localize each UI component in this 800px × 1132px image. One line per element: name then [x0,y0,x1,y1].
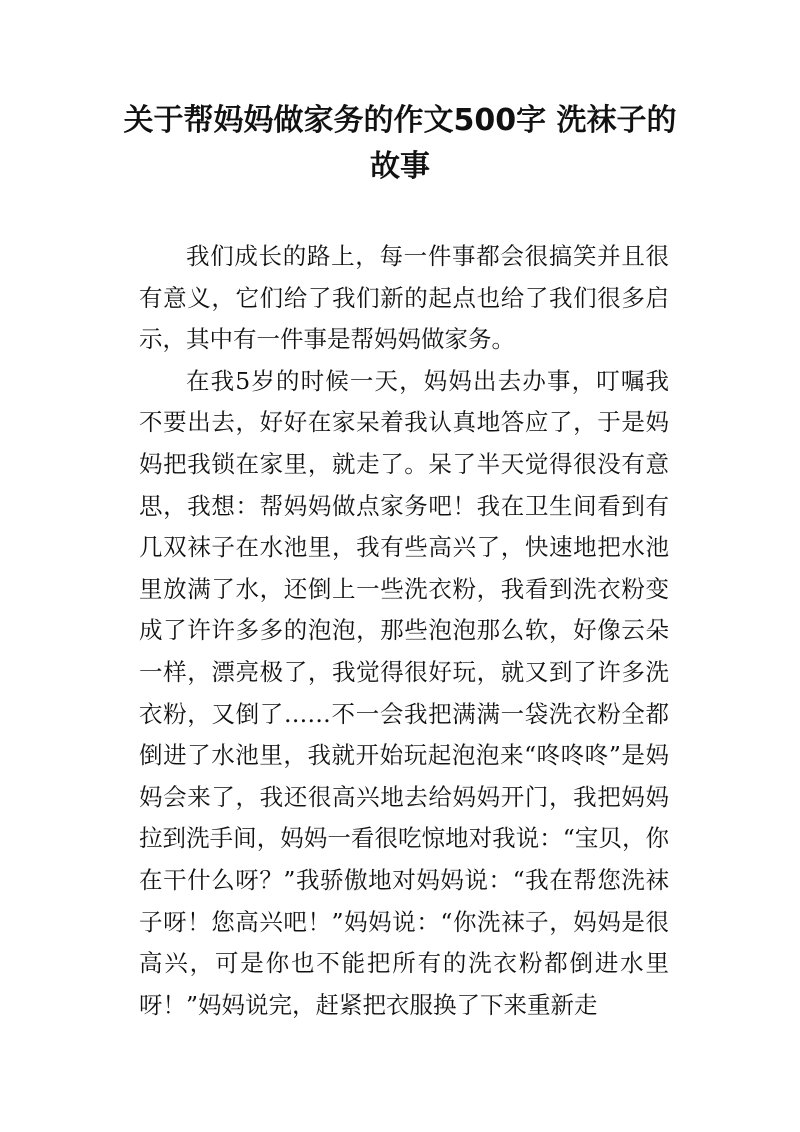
paragraph-2: 在我5岁的时候一天，妈妈出去办事，叮嘱我不要出去，好好在家呆着我认真地答应了，于是妈妈把我锁在家里，就走了。呆了半天觉得很没有意思，我想：帮妈妈做点家务吧！我在卫生间看到有几双袜子在水池里，我有些高兴了，快速地把水池里放满了水，还倒上一些洗衣粉，我看到洗衣粉变成了许许多多的泡泡，那些泡泡那么软，好像云朵一样，漂亮极了，我觉得很好玩，就又到了许多洗衣粉，又倒了……不一会我把满满一袋洗衣粉全都倒进了水池里，我就开始玩起泡泡来“咚咚咚”是妈妈会来了，我还很高兴地去给妈妈开门，我把妈妈拉到洗手间，妈妈一看很吃惊地对我说：“宝贝，你在干什么呀？”我骄傲地对妈妈说：“我在帮您洗袜子呀！您高兴吧！”妈妈说：“你洗袜子，妈妈是很高兴，可是你也不能把所有的洗衣粉都倒进水里呀！”妈妈说完，赶紧把衣服换了下来重新走 [139,366,669,1019]
document-body [139,236,669,1026]
paragraph-1: 我们成长的路上，每一件事都会很搞笑并且很有意义，它们给了我们新的起点也给了我们很多启示，其中有一件事是帮妈妈做家务。 [139,242,669,354]
document-title: 关于帮妈妈做家务的作文500字 洗袜子的故事 [123,103,677,184]
